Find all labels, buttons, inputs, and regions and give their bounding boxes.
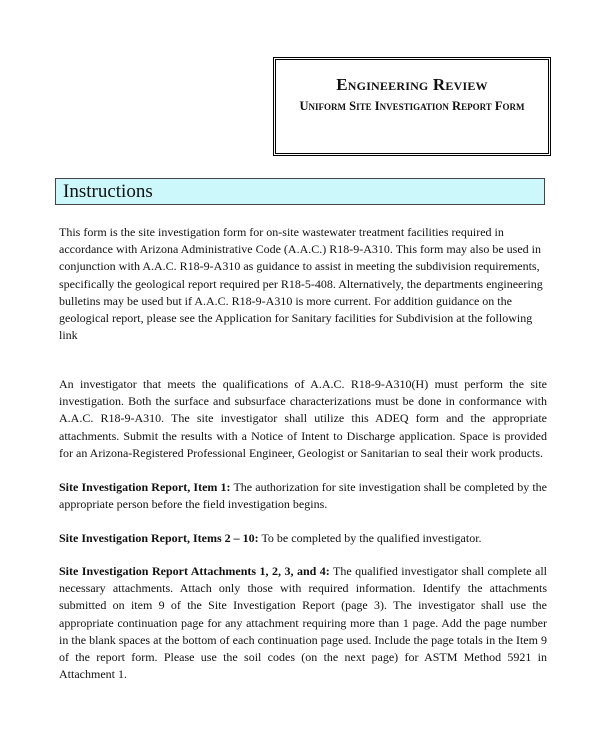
investigator-paragraph: An investigator that meets the qualifications of A.A.C. R18-9-A310(H) must perform the site investigation. Both the surface and subsurface characterizations must be done in conformance with A.A.C. R18-9-A310. The site investigator shall utilize this ADEQ form and the appropriate attachments. Submit the results with a Notice of Intent to Discharge application. Space is provided for an Arizona-Registered Professional Engineer, Geologist or Sanitarian to seal their work products. xyxy=(59,377,547,460)
attachments-text: The qualified investigator shall complete all necessary attachments. Attach only those with required information. Identify the attachments submitted on item 9 of the Site Investigation Report (page 3). The investigator shall use the appropriate continuation page for any attachment requiring more than 1 page. Add the page number in the blank spaces at the bottom of each continuation page used. Include the page totals in the Item 9 of the report form. Please use the soil codes (on the next page) for ASTM Method 5921 in Attachment 1. xyxy=(59,564,547,682)
instructions-heading: Instructions xyxy=(55,178,545,205)
items-2-10-label: Site Investigation Report, Items 2 – 10: xyxy=(59,531,259,545)
item-1-label: Site Investigation Report, Item 1: xyxy=(59,480,231,494)
item-1-text: The authorization for site investigation shall be completed by the appropriate person before the field investigation begins. xyxy=(59,480,547,512)
items-2-10-text: To be completed by the qualified investigator. xyxy=(258,531,482,545)
form-title: Engineering Review xyxy=(336,75,488,94)
attachments-paragraph xyxy=(59,563,547,683)
intro-paragraph: This form is the site investigation form for on-site wastewater treatment facilities required in accordance with Arizona Administrative Code (A.A.C.) R18-9-A310. This form may also be used in conjunction with A.A.C. R18-9-A310 as guidance to assist in meeting the subdivision requirements, specifically the geological report required per R18-5-408. Alternatively, the departments engineering bulletins may be used but if A.A.C. R18-9-A310 is more current. For addition guidance on the geological report, please see the Application for Sanitary facilities for Subdivision at the following link xyxy=(59,225,543,343)
item-1-paragraph xyxy=(59,479,547,513)
items-2-10-paragraph xyxy=(59,530,547,547)
form-title-box xyxy=(273,57,551,156)
form-subtitle: Uniform Site Investigation Report Form xyxy=(299,99,525,113)
attachments-label: Site Investigation Report Attachments 1, 2, 3, and 4: xyxy=(59,564,330,578)
